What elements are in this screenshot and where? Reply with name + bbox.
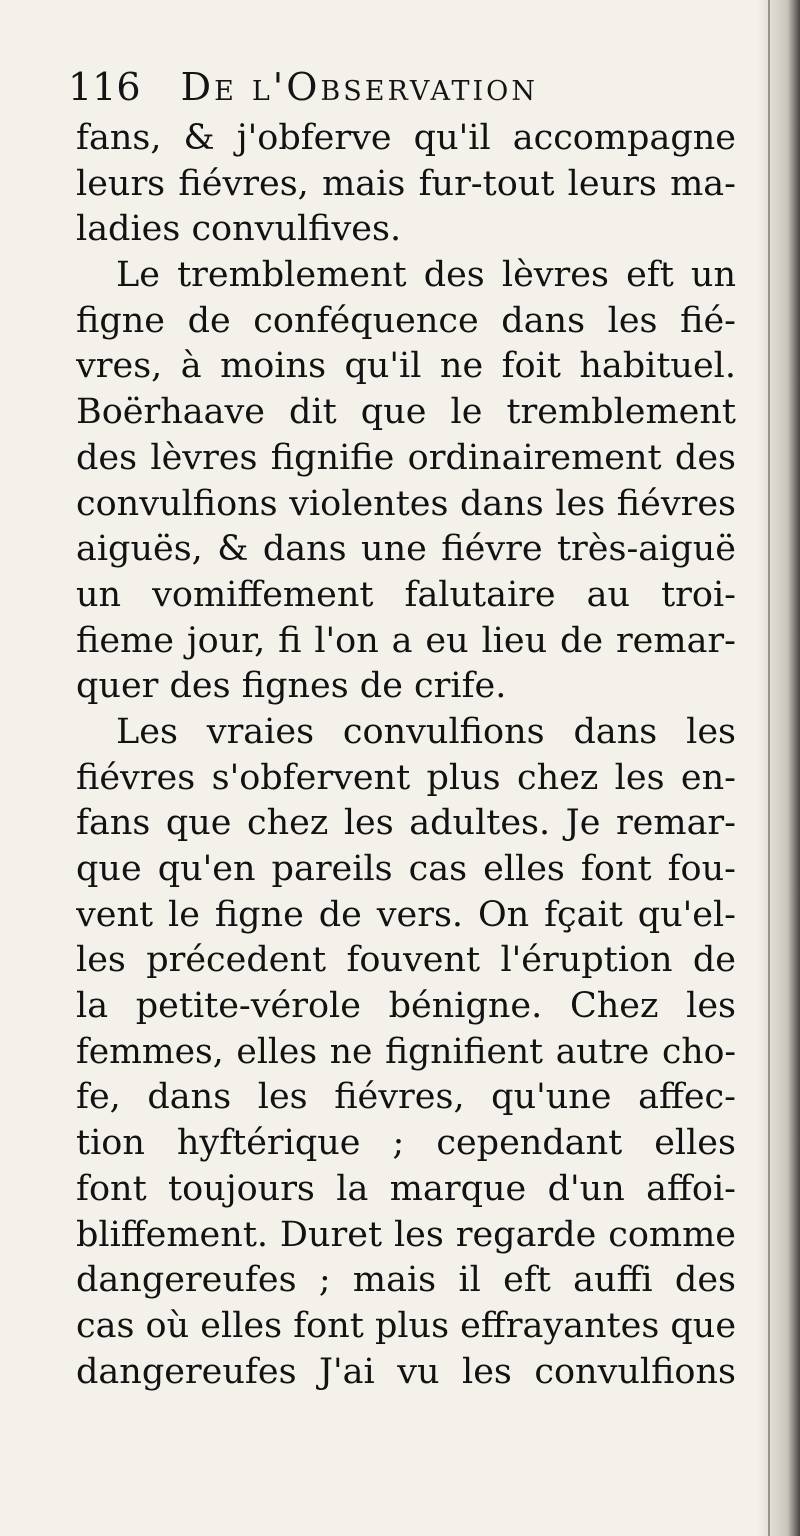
text-line: un vomiffement falutaire au troi- bbox=[76, 574, 736, 615]
text-line: fieme jour, fi l'on a eu lieu de remar- bbox=[76, 620, 736, 661]
page-gutter-shadow bbox=[758, 0, 800, 1536]
text-line: dangereufes ; mais il eft auffi des bbox=[76, 1260, 736, 1301]
text-line: cas où elles font plus effrayantes que bbox=[76, 1305, 736, 1346]
text-line: bliffement. Duret les regarde comme bbox=[76, 1214, 736, 1255]
running-title: De l'Observation bbox=[180, 65, 538, 109]
text-line: vent le figne de vers. On fçait qu'el- bbox=[76, 894, 736, 935]
text-line: fans, & j'obferve qu'il accompagne bbox=[76, 118, 736, 158]
text-line: la petite-vérole bénigne. Chez les bbox=[76, 986, 736, 1027]
text-line: femmes, elles ne fignifient autre cho- bbox=[76, 1031, 736, 1072]
page-number: 116 bbox=[68, 65, 141, 109]
text-line: fiévres s'obfervent plus chez les en- bbox=[76, 757, 736, 798]
page-edge-line bbox=[768, 0, 770, 1536]
text-line: des lèvres fignifie ordinairement des bbox=[76, 437, 736, 478]
text-line: quer des fignes de crife. bbox=[76, 666, 507, 707]
text-line: convulfions violentes dans les fiévres bbox=[76, 483, 736, 524]
text-line: font toujours la marque d'un affoi- bbox=[76, 1168, 736, 1209]
running-header bbox=[68, 62, 538, 112]
text-line: Le tremblement des lèvres eft un bbox=[116, 255, 736, 296]
text-line: vres, à moins qu'il ne foit habituel. bbox=[76, 346, 736, 387]
text-line: fans que chez les adultes. Je remar- bbox=[76, 803, 736, 844]
text-line: ladies convulfives. bbox=[76, 209, 402, 250]
text-line: Boërhaave dit que le tremblement bbox=[76, 392, 736, 433]
text-line: que qu'en pareils cas elles font fou- bbox=[76, 849, 736, 889]
text-line: figne de conféquence dans les fié- bbox=[76, 300, 736, 341]
text-line: leurs fiévres, mais fur-tout leurs ma- bbox=[76, 163, 736, 204]
text-line: les précedent fouvent l'éruption de bbox=[76, 940, 736, 981]
text-line: aiguës, & dans une fiévre très-aiguë bbox=[76, 529, 736, 570]
text-line: tion hyftérique ; cependant elles bbox=[76, 1123, 736, 1164]
text-line: fe, dans les fiévres, qu'une affec- bbox=[76, 1077, 736, 1118]
body-text bbox=[76, 116, 736, 1395]
text-line: Les vraies convulfions dans les bbox=[116, 711, 736, 752]
text-line: dangereufes J'ai vu les convulfions bbox=[76, 1351, 736, 1392]
